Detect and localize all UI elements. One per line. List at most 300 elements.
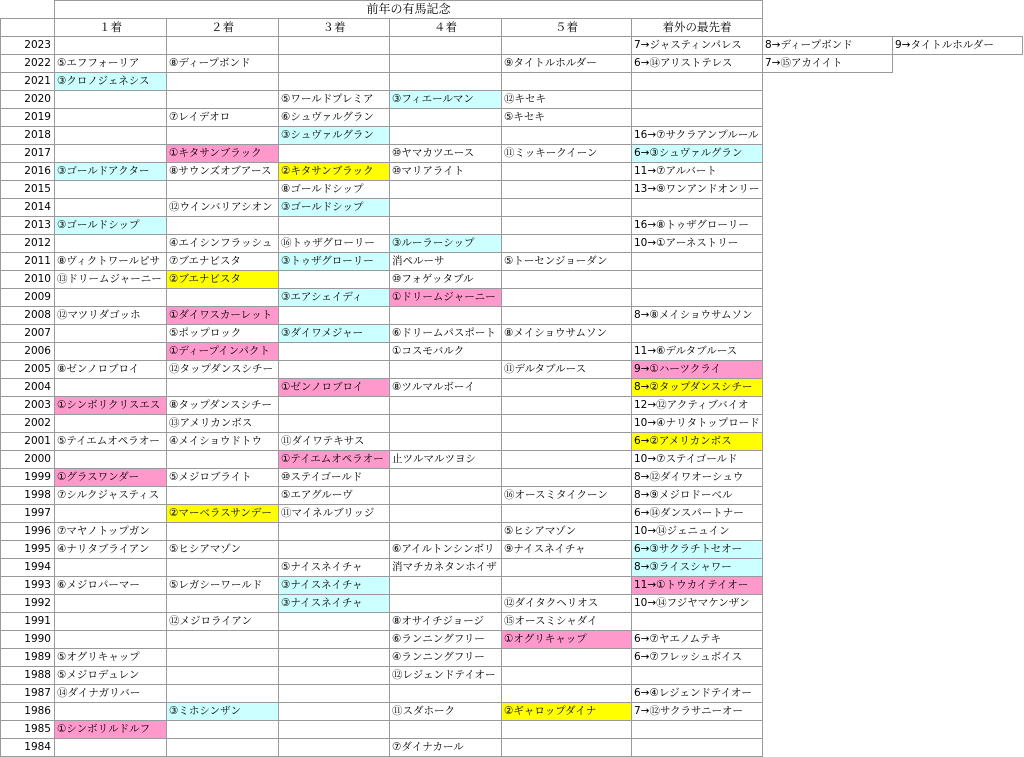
result-cell[interactable] bbox=[502, 739, 632, 757]
result-cell[interactable] bbox=[390, 523, 502, 541]
result-cell[interactable]: 6→④レジェンドテイオー bbox=[632, 685, 763, 703]
result-cell[interactable]: ⑧ゼンノロブロイ bbox=[55, 361, 167, 379]
result-cell[interactable] bbox=[390, 361, 502, 379]
result-cell[interactable]: 11→⑦アルバート bbox=[632, 163, 763, 181]
result-cell[interactable]: ⑧ヴィクトワールピサ bbox=[55, 253, 167, 271]
result-cell[interactable] bbox=[390, 397, 502, 415]
result-cell[interactable] bbox=[390, 685, 502, 703]
result-cell[interactable] bbox=[55, 739, 167, 757]
result-cell[interactable] bbox=[167, 181, 279, 199]
result-cell[interactable]: ③ルーラーシップ bbox=[390, 235, 502, 253]
year-cell[interactable]: 2009 bbox=[1, 289, 55, 307]
result-cell[interactable]: 6→③シュヴァルグラン bbox=[632, 145, 763, 163]
result-cell[interactable]: ③クロノジェネシス bbox=[55, 73, 167, 91]
year-cell[interactable]: 1993 bbox=[1, 577, 55, 595]
result-cell[interactable] bbox=[279, 721, 390, 739]
result-cell[interactable]: 10→④ナリタトップロード bbox=[632, 415, 763, 433]
result-cell[interactable]: ⑦シルクジャスティス bbox=[55, 487, 167, 505]
result-cell[interactable]: ④ランニングフリー bbox=[390, 649, 502, 667]
result-cell[interactable]: ⑤レガシーワールド bbox=[167, 577, 279, 595]
result-cell[interactable] bbox=[390, 127, 502, 145]
result-cell[interactable] bbox=[502, 127, 632, 145]
result-cell[interactable] bbox=[502, 271, 632, 289]
result-cell[interactable]: 6→②アメリカンボス bbox=[632, 433, 763, 451]
result-cell[interactable]: ⑩ヤマカツエース bbox=[390, 145, 502, 163]
result-cell[interactable] bbox=[502, 289, 632, 307]
result-cell[interactable] bbox=[502, 343, 632, 361]
result-cell[interactable] bbox=[55, 91, 167, 109]
result-cell[interactable]: ⑧メイショウサムソン bbox=[502, 325, 632, 343]
result-cell[interactable]: ③ナイスネイチャ bbox=[279, 577, 390, 595]
result-cell[interactable]: ⑦ブエナビスタ bbox=[167, 253, 279, 271]
table-row bbox=[1, 595, 1023, 613]
result-cell[interactable]: ⑩ステイゴールド bbox=[279, 469, 390, 487]
result-cell[interactable]: ⑤メジロデュレン bbox=[55, 667, 167, 685]
result-cell[interactable]: ①オグリキャップ bbox=[502, 631, 632, 649]
result-cell[interactable] bbox=[632, 739, 763, 757]
result-cell[interactable] bbox=[279, 145, 390, 163]
result-cell[interactable] bbox=[390, 433, 502, 451]
result-cell[interactable] bbox=[55, 37, 167, 55]
result-cell[interactable]: ③ゴールドシップ bbox=[279, 199, 390, 217]
year-cell[interactable]: 1986 bbox=[1, 703, 55, 721]
result-cell[interactable] bbox=[167, 217, 279, 235]
header-cell[interactable]: 着外の最先着 bbox=[632, 19, 763, 37]
result-cell[interactable]: 7→⑫サクラサニーオー bbox=[632, 703, 763, 721]
year-cell[interactable]: 1995 bbox=[1, 541, 55, 559]
result-cell[interactable]: ③シュヴァルグラン bbox=[279, 127, 390, 145]
result-cell[interactable]: ④エイシンフラッシュ bbox=[167, 235, 279, 253]
result-cell[interactable]: ③エアシェイディ bbox=[279, 289, 390, 307]
result-cell[interactable]: ⑫タップダンスシチー bbox=[167, 361, 279, 379]
result-cell[interactable]: ③ダイワメジャー bbox=[279, 325, 390, 343]
year-cell[interactable]: 1999 bbox=[1, 469, 55, 487]
result-cell[interactable] bbox=[167, 739, 279, 757]
result-cell[interactable]: ①ディープインパクト bbox=[167, 343, 279, 361]
year-cell[interactable]: 1997 bbox=[1, 505, 55, 523]
result-cell[interactable] bbox=[390, 199, 502, 217]
year-cell[interactable]: 1989 bbox=[1, 649, 55, 667]
result-cell[interactable]: 9→①ハーツクライ bbox=[632, 361, 763, 379]
result-cell[interactable]: ⑤ナイスネイチャ bbox=[279, 559, 390, 577]
year-cell[interactable]: 1990 bbox=[1, 631, 55, 649]
result-cell[interactable]: ⑩マリアライト bbox=[390, 163, 502, 181]
year-cell[interactable]: 2021 bbox=[1, 73, 55, 91]
result-cell[interactable] bbox=[502, 721, 632, 739]
result-cell[interactable]: ⑬ドリームジャーニー bbox=[55, 271, 167, 289]
result-cell[interactable]: 7→ジャスティンパレス bbox=[632, 37, 763, 55]
year-cell[interactable]: 2001 bbox=[1, 433, 55, 451]
result-cell[interactable]: ⑧タップダンスシチー bbox=[167, 397, 279, 415]
year-cell[interactable]: 2013 bbox=[1, 217, 55, 235]
result-cell[interactable] bbox=[167, 559, 279, 577]
year-cell[interactable]: 1998 bbox=[1, 487, 55, 505]
year-cell[interactable]: 2023 bbox=[1, 37, 55, 55]
result-cell[interactable] bbox=[55, 109, 167, 127]
result-cell[interactable] bbox=[502, 451, 632, 469]
result-cell[interactable] bbox=[632, 253, 763, 271]
result-cell[interactable] bbox=[55, 505, 167, 523]
result-cell[interactable] bbox=[632, 289, 763, 307]
result-cell[interactable]: ⑤オグリキャップ bbox=[55, 649, 167, 667]
result-cell[interactable]: 11→⑥デルタブルース bbox=[632, 343, 763, 361]
result-cell[interactable]: ⑤エアグルーヴ bbox=[279, 487, 390, 505]
table-row bbox=[1, 523, 1023, 541]
result-cell[interactable]: 6→⑭アリストテレス bbox=[632, 55, 763, 73]
result-cell[interactable] bbox=[279, 271, 390, 289]
year-cell[interactable]: 2008 bbox=[1, 307, 55, 325]
result-cell[interactable]: ⑨タイトルホルダー bbox=[502, 55, 632, 73]
result-cell[interactable]: ①コスモバルク bbox=[390, 343, 502, 361]
result-cell[interactable]: 13→⑨ワンアンドオンリー bbox=[632, 181, 763, 199]
result-cell[interactable]: 8→⑧メイショウサムソン bbox=[632, 307, 763, 325]
result-cell[interactable] bbox=[390, 181, 502, 199]
result-cell[interactable] bbox=[167, 127, 279, 145]
year-cell[interactable]: 2020 bbox=[1, 91, 55, 109]
result-cell[interactable]: ⑪ミッキークイーン bbox=[502, 145, 632, 163]
result-cell[interactable]: ③ゴールドアクター bbox=[55, 163, 167, 181]
result-cell[interactable]: ④ナリタブライアン bbox=[55, 541, 167, 559]
result-cell[interactable] bbox=[502, 505, 632, 523]
year-cell[interactable]: 2002 bbox=[1, 415, 55, 433]
result-cell[interactable]: ⑫ダイタクヘリオス bbox=[502, 595, 632, 613]
result-cell[interactable]: 8→③ライスシャワー bbox=[632, 559, 763, 577]
result-cell[interactable] bbox=[279, 667, 390, 685]
result-cell[interactable]: ⑦レイデオロ bbox=[167, 109, 279, 127]
year-cell[interactable]: 2006 bbox=[1, 343, 55, 361]
result-cell[interactable]: 8→⑫ダイワオーシュウ bbox=[632, 469, 763, 487]
result-cell[interactable] bbox=[55, 235, 167, 253]
year-cell[interactable]: 1988 bbox=[1, 667, 55, 685]
result-cell[interactable]: ③トゥザグローリー bbox=[279, 253, 390, 271]
year-cell[interactable]: 2000 bbox=[1, 451, 55, 469]
result-cell[interactable] bbox=[279, 523, 390, 541]
result-cell[interactable]: ②ギャロップダイナ bbox=[502, 703, 632, 721]
result-cell[interactable] bbox=[502, 685, 632, 703]
result-cell[interactable]: 16→⑦サクラアンプルール bbox=[632, 127, 763, 145]
result-cell[interactable] bbox=[502, 199, 632, 217]
result-cell[interactable]: ⑥ランニングフリー bbox=[390, 631, 502, 649]
result-cell[interactable]: ⑫マツリダゴッホ bbox=[55, 307, 167, 325]
result-cell[interactable] bbox=[279, 541, 390, 559]
result-cell[interactable]: 6→⑦ヤエノムテキ bbox=[632, 631, 763, 649]
result-cell[interactable]: ⑨ナイスネイチャ bbox=[502, 541, 632, 559]
result-cell[interactable] bbox=[279, 217, 390, 235]
result-cell[interactable]: ⑤キセキ bbox=[502, 109, 632, 127]
result-cell[interactable]: ②ブエナビスタ bbox=[167, 271, 279, 289]
result-cell[interactable]: ⑤テイエムオペラオー bbox=[55, 433, 167, 451]
year-cell[interactable]: 2022 bbox=[1, 55, 55, 73]
result-cell[interactable] bbox=[279, 397, 390, 415]
result-cell[interactable] bbox=[502, 397, 632, 415]
table-row bbox=[1, 721, 1023, 739]
result-cell[interactable]: ①テイエムオペラオー bbox=[279, 451, 390, 469]
year-cell[interactable]: 2004 bbox=[1, 379, 55, 397]
result-cell[interactable] bbox=[632, 667, 763, 685]
result-cell[interactable]: 8→⑨メジロドーベル bbox=[632, 487, 763, 505]
year-cell[interactable]: 2015 bbox=[1, 181, 55, 199]
result-cell[interactable] bbox=[632, 721, 763, 739]
result-cell[interactable] bbox=[167, 649, 279, 667]
year-cell[interactable]: 1987 bbox=[1, 685, 55, 703]
result-cell[interactable]: ③ミホシンザン bbox=[167, 703, 279, 721]
result-cell[interactable] bbox=[502, 469, 632, 487]
result-cell[interactable] bbox=[502, 73, 632, 91]
result-cell[interactable] bbox=[632, 199, 763, 217]
result-cell[interactable]: 止ツルマルツヨシ bbox=[390, 451, 502, 469]
result-cell[interactable] bbox=[279, 307, 390, 325]
result-cell[interactable] bbox=[502, 577, 632, 595]
result-cell[interactable] bbox=[55, 415, 167, 433]
result-cell[interactable] bbox=[55, 325, 167, 343]
result-cell[interactable]: ⑬アメリカンボス bbox=[167, 415, 279, 433]
result-cell[interactable] bbox=[55, 613, 167, 631]
year-cell[interactable]: 2016 bbox=[1, 163, 55, 181]
result-cell[interactable]: ⑦ダイナカール bbox=[390, 739, 502, 757]
result-cell[interactable] bbox=[279, 703, 390, 721]
result-cell[interactable] bbox=[167, 289, 279, 307]
result-cell[interactable] bbox=[390, 415, 502, 433]
result-cell[interactable]: ①ダイワスカーレット bbox=[167, 307, 279, 325]
result-cell[interactable] bbox=[390, 721, 502, 739]
result-cell[interactable]: ⑥シュヴァルグラン bbox=[279, 109, 390, 127]
result-cell[interactable] bbox=[390, 505, 502, 523]
result-cell[interactable]: ⑤ヒシアマゾン bbox=[502, 523, 632, 541]
header-cell[interactable]: ３着 bbox=[279, 19, 390, 37]
result-cell[interactable] bbox=[167, 37, 279, 55]
result-cell[interactable]: ②マーベラスサンデー bbox=[167, 505, 279, 523]
result-cell[interactable]: ①ドリームジャーニー bbox=[390, 289, 502, 307]
result-cell[interactable] bbox=[55, 127, 167, 145]
result-cell[interactable] bbox=[502, 37, 632, 55]
result-cell[interactable]: ①シンボリルドルフ bbox=[55, 721, 167, 739]
result-cell[interactable] bbox=[167, 451, 279, 469]
result-cell[interactable] bbox=[167, 631, 279, 649]
header-cell[interactable]: １着 bbox=[55, 19, 167, 37]
result-cell[interactable]: ⑧ディープボンド bbox=[167, 55, 279, 73]
result-cell[interactable] bbox=[279, 343, 390, 361]
extra-cell[interactable]: 7→⑮アカイイト bbox=[763, 55, 893, 73]
result-cell[interactable] bbox=[167, 91, 279, 109]
result-cell[interactable]: ⑥メジロパーマー bbox=[55, 577, 167, 595]
result-cell[interactable]: ①ゼンノロブロイ bbox=[279, 379, 390, 397]
result-cell[interactable] bbox=[279, 739, 390, 757]
result-cell[interactable] bbox=[167, 685, 279, 703]
result-cell[interactable]: ⑤ワールドプレミア bbox=[279, 91, 390, 109]
result-cell[interactable] bbox=[390, 217, 502, 235]
result-cell[interactable] bbox=[502, 379, 632, 397]
result-cell[interactable] bbox=[55, 199, 167, 217]
result-cell[interactable] bbox=[632, 613, 763, 631]
result-cell[interactable]: 11→①トウカイテイオー bbox=[632, 577, 763, 595]
result-cell[interactable] bbox=[502, 235, 632, 253]
year-cell[interactable]: 2019 bbox=[1, 109, 55, 127]
year-cell[interactable]: 2007 bbox=[1, 325, 55, 343]
result-cell[interactable]: ⑫レジェンドテイオー bbox=[390, 667, 502, 685]
year-cell[interactable]: 1985 bbox=[1, 721, 55, 739]
header-year-cell[interactable] bbox=[1, 19, 55, 37]
result-cell[interactable]: 10→①アーネストリー bbox=[632, 235, 763, 253]
result-cell[interactable] bbox=[167, 523, 279, 541]
result-cell[interactable]: ⑧ゴールドシップ bbox=[279, 181, 390, 199]
result-cell[interactable] bbox=[502, 307, 632, 325]
result-cell[interactable] bbox=[167, 73, 279, 91]
result-cell[interactable] bbox=[55, 145, 167, 163]
result-cell[interactable] bbox=[390, 37, 502, 55]
year-cell[interactable]: 1994 bbox=[1, 559, 55, 577]
result-cell[interactable] bbox=[279, 685, 390, 703]
result-cell[interactable]: ⑯オースミタイクーン bbox=[502, 487, 632, 505]
result-cell[interactable]: ⑮オースミシャダイ bbox=[502, 613, 632, 631]
result-cell[interactable]: ⑥アイルトンシンボリ bbox=[390, 541, 502, 559]
result-cell[interactable]: 10→⑦ステイゴールド bbox=[632, 451, 763, 469]
result-cell[interactable]: ③フィエールマン bbox=[390, 91, 502, 109]
result-cell[interactable] bbox=[502, 415, 632, 433]
result-cell[interactable]: ⑪スダホーク bbox=[390, 703, 502, 721]
year-cell[interactable]: 1991 bbox=[1, 613, 55, 631]
result-cell[interactable]: 16→⑧トゥザグローリー bbox=[632, 217, 763, 235]
result-cell[interactable] bbox=[55, 181, 167, 199]
result-cell[interactable] bbox=[502, 433, 632, 451]
result-cell[interactable] bbox=[390, 487, 502, 505]
result-cell[interactable]: ②キタサンブラック bbox=[279, 163, 390, 181]
result-cell[interactable] bbox=[55, 343, 167, 361]
result-cell[interactable] bbox=[632, 325, 763, 343]
result-cell[interactable]: ⑫メジロライアン bbox=[167, 613, 279, 631]
extra-cell[interactable]: 9→タイトルホルダー bbox=[893, 37, 1023, 55]
table-row bbox=[1, 307, 1023, 325]
result-cell[interactable]: ⑧ツルマルボーイ bbox=[390, 379, 502, 397]
result-cell[interactable]: 8→②タップダンスシチー bbox=[632, 379, 763, 397]
sheet-title[interactable]: 前年の有馬記念 bbox=[55, 1, 763, 19]
result-cell[interactable]: ④メイショウドトウ bbox=[167, 433, 279, 451]
result-cell[interactable] bbox=[55, 451, 167, 469]
result-cell[interactable] bbox=[55, 559, 167, 577]
result-cell[interactable]: ⑤ポップロック bbox=[167, 325, 279, 343]
result-cell[interactable] bbox=[167, 595, 279, 613]
year-cell[interactable]: 2003 bbox=[1, 397, 55, 415]
result-cell[interactable] bbox=[167, 487, 279, 505]
result-cell[interactable]: 消ペルーサ bbox=[390, 253, 502, 271]
result-cell[interactable] bbox=[632, 91, 763, 109]
year-cell[interactable]: 2010 bbox=[1, 271, 55, 289]
extra-cell[interactable]: 8→ディープボンド bbox=[763, 37, 893, 55]
result-cell[interactable] bbox=[55, 631, 167, 649]
header-cell[interactable]: ５着 bbox=[502, 19, 632, 37]
result-cell[interactable]: ⑤トーセンジョーダン bbox=[502, 253, 632, 271]
result-cell[interactable]: ③ゴールドシップ bbox=[55, 217, 167, 235]
result-cell[interactable] bbox=[502, 667, 632, 685]
result-cell[interactable] bbox=[167, 721, 279, 739]
result-cell[interactable]: ⑥ドリームパスポート bbox=[390, 325, 502, 343]
header-cell[interactable]: ４着 bbox=[390, 19, 502, 37]
result-cell[interactable] bbox=[502, 163, 632, 181]
result-cell[interactable]: ①シンボリクリスエス bbox=[55, 397, 167, 415]
result-cell[interactable]: 10→⑭フジヤマケンザン bbox=[632, 595, 763, 613]
result-cell[interactable]: ⑤エフフォーリア bbox=[55, 55, 167, 73]
result-cell[interactable]: ⑭ダイナガリバー bbox=[55, 685, 167, 703]
result-cell[interactable]: ⑯トゥザグローリー bbox=[279, 235, 390, 253]
result-cell[interactable]: ⑫キセキ bbox=[502, 91, 632, 109]
result-cell[interactable]: 12→⑫アクティブバイオ bbox=[632, 397, 763, 415]
year-cell[interactable]: 2012 bbox=[1, 235, 55, 253]
result-cell[interactable] bbox=[279, 73, 390, 91]
result-cell[interactable]: 6→⑦フレッシュボイス bbox=[632, 649, 763, 667]
result-cell[interactable] bbox=[279, 415, 390, 433]
result-cell[interactable]: ⑧サウンズオブアース bbox=[167, 163, 279, 181]
corner-cell[interactable] bbox=[1, 1, 55, 19]
result-cell[interactable]: ⑩フォゲッタブル bbox=[390, 271, 502, 289]
result-cell[interactable] bbox=[167, 379, 279, 397]
table-row bbox=[1, 199, 1023, 217]
year-cell[interactable]: 1996 bbox=[1, 523, 55, 541]
result-cell[interactable]: ③ナイスネイチャ bbox=[279, 595, 390, 613]
result-cell[interactable] bbox=[279, 55, 390, 73]
year-cell[interactable]: 2014 bbox=[1, 199, 55, 217]
year-cell[interactable]: 2017 bbox=[1, 145, 55, 163]
result-cell[interactable] bbox=[279, 37, 390, 55]
result-cell[interactable] bbox=[390, 469, 502, 487]
result-cell[interactable] bbox=[502, 559, 632, 577]
year-cell[interactable]: 2018 bbox=[1, 127, 55, 145]
result-cell[interactable]: 6→③サクラチトセオー bbox=[632, 541, 763, 559]
result-cell[interactable] bbox=[632, 271, 763, 289]
result-cell[interactable] bbox=[390, 577, 502, 595]
result-cell[interactable] bbox=[279, 631, 390, 649]
table-row bbox=[1, 685, 1023, 703]
result-cell[interactable]: ⑧オサイチジョージ bbox=[390, 613, 502, 631]
result-cell[interactable] bbox=[279, 649, 390, 667]
table-row bbox=[1, 415, 1023, 433]
result-cell[interactable] bbox=[390, 595, 502, 613]
result-cell[interactable]: ⑪デルタブルース bbox=[502, 361, 632, 379]
result-cell[interactable]: ⑤ヒシアマゾン bbox=[167, 541, 279, 559]
table-row bbox=[1, 433, 1023, 451]
result-cell[interactable] bbox=[390, 73, 502, 91]
result-cell[interactable] bbox=[55, 379, 167, 397]
result-cell[interactable] bbox=[502, 181, 632, 199]
result-cell[interactable] bbox=[390, 109, 502, 127]
result-cell[interactable] bbox=[279, 361, 390, 379]
result-cell[interactable] bbox=[390, 307, 502, 325]
result-cell[interactable] bbox=[55, 703, 167, 721]
result-cell[interactable] bbox=[502, 649, 632, 667]
result-cell[interactable] bbox=[632, 109, 763, 127]
result-cell[interactable]: ⑦マヤノトップガン bbox=[55, 523, 167, 541]
result-cell[interactable] bbox=[279, 613, 390, 631]
result-cell[interactable]: ⑫ウインバリアシオン bbox=[167, 199, 279, 217]
year-cell[interactable]: 1984 bbox=[1, 739, 55, 757]
result-cell[interactable]: ①グラスワンダー bbox=[55, 469, 167, 487]
result-cell[interactable] bbox=[390, 55, 502, 73]
result-cell[interactable] bbox=[502, 217, 632, 235]
result-cell[interactable] bbox=[632, 73, 763, 91]
year-cell[interactable]: 2011 bbox=[1, 253, 55, 271]
year-cell[interactable]: 1992 bbox=[1, 595, 55, 613]
result-cell[interactable]: 10→⑭ジェニュイン bbox=[632, 523, 763, 541]
result-cell[interactable]: ⑪ダイワテキサス bbox=[279, 433, 390, 451]
result-cell[interactable] bbox=[55, 595, 167, 613]
result-cell[interactable]: 消マチカネタンホイザ bbox=[390, 559, 502, 577]
year-cell[interactable]: 2005 bbox=[1, 361, 55, 379]
result-cell[interactable]: ⑪マイネルブリッジ bbox=[279, 505, 390, 523]
result-cell[interactable] bbox=[55, 289, 167, 307]
result-cell[interactable]: 6→⑭ダンスパートナー bbox=[632, 505, 763, 523]
header-cell[interactable]: ２着 bbox=[167, 19, 279, 37]
result-cell[interactable]: ⑤メジロブライト bbox=[167, 469, 279, 487]
result-cell[interactable]: ①キタサンブラック bbox=[167, 145, 279, 163]
result-cell[interactable] bbox=[167, 667, 279, 685]
